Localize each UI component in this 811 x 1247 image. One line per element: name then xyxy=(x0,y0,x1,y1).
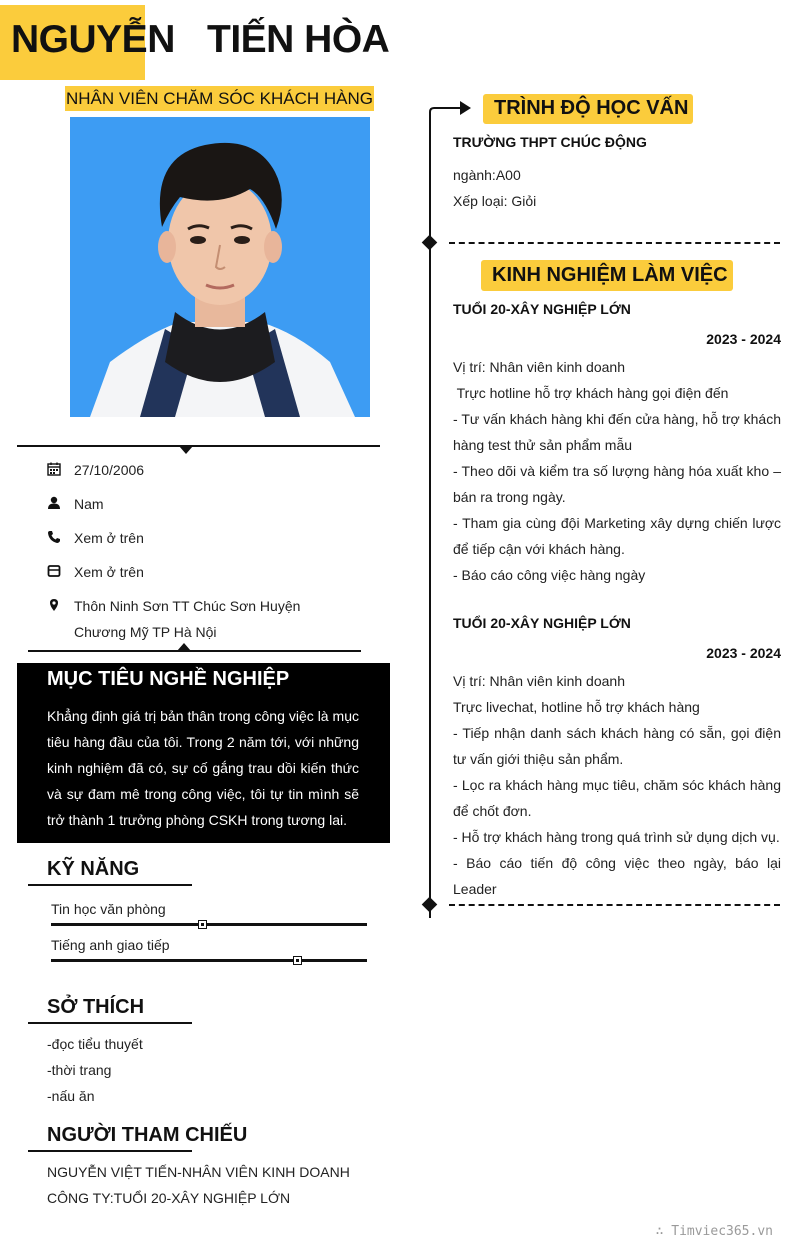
education-title: TRÌNH ĐỘ HỌC VẤN xyxy=(494,97,689,119)
job-duty: - Tư vấn khách hàng khi đến cửa hàng, hỗ trợ khách hàng test thử sản phẩm mẫu xyxy=(453,411,781,453)
hobby-item: -nấu ăn xyxy=(47,1088,95,1104)
references-title: NGƯỜI THAM CHIẾU xyxy=(47,1124,248,1146)
skills-title: KỸ NĂNG xyxy=(47,858,140,880)
job-duty: - Báo cáo công việc hàng ngày xyxy=(453,567,646,583)
job-period: 2023 - 2024 xyxy=(706,331,781,347)
dashed-divider xyxy=(449,904,780,906)
hobby-item: -đọc tiểu thuyết xyxy=(47,1036,143,1052)
job-duty: Trực livechat, hotline hỗ trợ khách hàng xyxy=(453,699,700,715)
section-rule xyxy=(28,1022,192,1024)
email-text: Xem ở trên xyxy=(74,564,144,580)
hobby-item: -thời trang xyxy=(47,1062,112,1078)
skill-label: Tin học văn phòng xyxy=(51,901,166,917)
calendar-icon xyxy=(47,462,63,478)
last-name: TIẾN HÒA xyxy=(207,18,390,61)
job-position: Vị trí: Nhân viên kinh doanh xyxy=(453,359,625,375)
skill-label: Tiếng anh giao tiếp xyxy=(51,937,170,953)
education-major: ngành:A00 xyxy=(453,167,521,183)
divider-arrow-icon xyxy=(177,643,191,651)
location-pin-icon xyxy=(47,598,63,614)
first-name: NGUYỄN xyxy=(11,18,175,61)
timeline-node xyxy=(422,235,438,251)
section-rule xyxy=(28,1150,192,1152)
job-duty: Trực hotline hỗ trợ khách hàng gọi điện đến xyxy=(453,385,729,401)
divider-arrow-icon xyxy=(179,446,193,454)
address-line-1: Thôn Ninh Sơn TT Chúc Sơn Huyện xyxy=(74,598,301,614)
birthday-text: 27/10/2006 xyxy=(74,462,145,478)
skill-level-marker xyxy=(293,956,302,965)
profile-photo xyxy=(70,117,370,417)
timeline-node xyxy=(422,897,438,913)
job-position: Vị trí: Nhân viên kinh doanh xyxy=(453,673,625,689)
gender-text: Nam xyxy=(74,496,104,512)
phone-icon xyxy=(47,530,63,546)
education-grade: Xếp loại: Giỏi xyxy=(453,193,537,209)
job-duty: - Báo cáo tiến độ công việc theo ngày, báo lại Leader xyxy=(453,855,781,897)
skill-bar xyxy=(51,959,367,962)
watermark: ∴ Timviec365.vn xyxy=(655,1224,773,1239)
skill-bar xyxy=(51,923,367,926)
job-duty: - Lọc ra khách hàng mục tiêu, chăm sóc khách hàng để chốt đơn. xyxy=(453,777,781,819)
company-name: TUỔI 20-XÂY NGHIỆP LỚN xyxy=(453,615,631,631)
timeline-arrow-icon xyxy=(429,98,473,122)
divider xyxy=(17,445,380,447)
experience-title: KINH NGHIỆM LÀM VIỆC xyxy=(492,264,728,286)
objective-text: Khẳng định giá trị bản thân trong công việc là mục tiêu hàng đầu của tôi. Trong 2 năm tới, với những kinh nghiệm đã có, sự cố gắng trau dồi kiến thức và sự đam mê trong công việc, tôi tự tin mình sẽ trở thành 1 trưởng phòng CSKH trong tương lai. xyxy=(47,708,359,828)
skill-level-marker xyxy=(198,920,207,929)
user-icon xyxy=(47,496,63,512)
job-duty: - Tiếp nhận danh sách khách hàng có sẵn, gọi điện tư vấn giới thiệu sản phẩm. xyxy=(453,725,781,767)
hobbies-title: SỞ THÍCH xyxy=(47,996,145,1018)
objective-title: MỤC TIÊU NGHỀ NGHIỆP xyxy=(47,668,290,690)
dashed-divider xyxy=(449,242,780,244)
reference-line: NGUYỄN VIỆT TIẾN-NHÂN VIÊN KINH DOANH xyxy=(47,1164,350,1180)
section-rule xyxy=(28,884,192,886)
email-icon xyxy=(47,564,63,580)
job-period: 2023 - 2024 xyxy=(706,645,781,661)
phone-text: Xem ở trên xyxy=(74,530,144,546)
school-name: TRƯỜNG THPT CHÚC ĐỘNG xyxy=(453,134,647,150)
company-name: TUỔI 20-XÂY NGHIỆP LỚN xyxy=(453,301,631,317)
job-title: NHÂN VIÊN CHĂM SÓC KHÁCH HÀNG xyxy=(65,86,374,111)
reference-line: CÔNG TY:TUỔI 20-XÂY NGHIỆP LỚN xyxy=(47,1190,291,1206)
job-duty: - Theo dõi và kiểm tra số lượng hàng hóa xuất kho – bán ra trong ngày. xyxy=(453,463,781,505)
job-duty: - Tham gia cùng đội Marketing xây dựng chiến lược để tiếp cận với khách hàng. xyxy=(453,515,781,557)
address-line-2: Chương Mỹ TP Hà Nội xyxy=(74,624,217,640)
divider xyxy=(28,650,361,652)
job-duty: - Hỗ trợ khách hàng trong quá trình sử dụng dịch vụ. xyxy=(453,829,780,845)
